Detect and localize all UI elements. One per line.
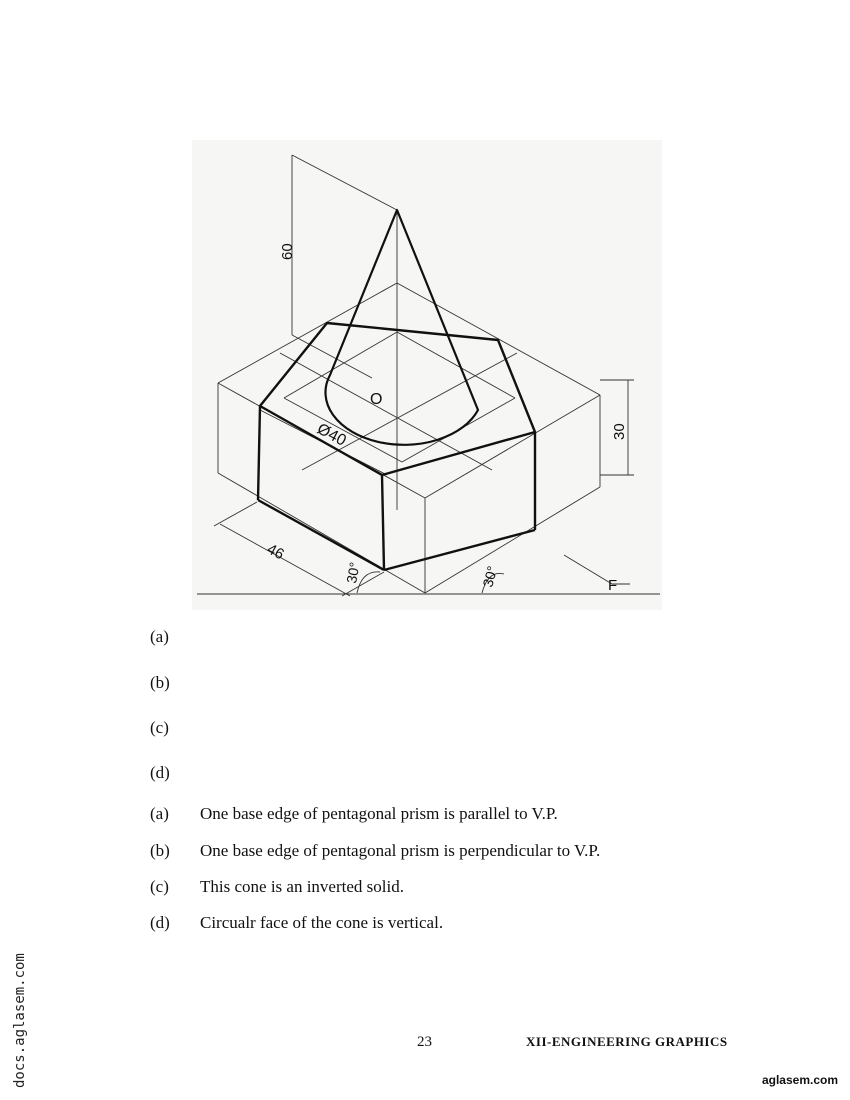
statement-text: Circualr face of the cone is vertical.: [200, 913, 444, 932]
statement-label: (c): [150, 877, 169, 896]
isometric-drawing-svg: [192, 140, 662, 610]
statement-label: (a): [150, 804, 169, 823]
angle-right-label: 30°: [479, 564, 501, 589]
footer-title: XII-ENGINEERING GRAPHICS: [526, 1034, 728, 1049]
height-dimension-label: 60: [279, 243, 296, 260]
cone: [325, 210, 478, 445]
option-label: (d): [150, 763, 170, 782]
centre-label: O: [370, 391, 383, 408]
edge-length-label: 46: [264, 540, 287, 564]
statement-text: One base edge of pentagonal prism is parallel to V.P.: [200, 804, 558, 823]
construction-lines: [197, 155, 660, 596]
statement-text: This cone is an inverted solid.: [200, 877, 404, 896]
option-label: (a): [150, 627, 169, 646]
option-label: (b): [150, 673, 170, 692]
statement-label: (d): [150, 913, 170, 932]
statement-text: One base edge of pentagonal prism is perpendicular to V.P.: [200, 841, 601, 860]
view-direction-label: F: [608, 577, 618, 594]
pentagonal-prism: [258, 323, 535, 570]
corner-watermark: aglasem.com: [761, 1073, 838, 1087]
option-label: (c): [150, 718, 169, 737]
page-number: 23: [417, 1034, 432, 1050]
angle-left-label: 30°: [343, 560, 363, 585]
isometric-drawing: [192, 140, 662, 610]
diameter-label: Ø40: [314, 420, 349, 450]
statement-label: (b): [150, 841, 170, 860]
side-watermark: docs.aglasem.com: [12, 953, 28, 1088]
prism-height-label: 30: [611, 423, 628, 440]
